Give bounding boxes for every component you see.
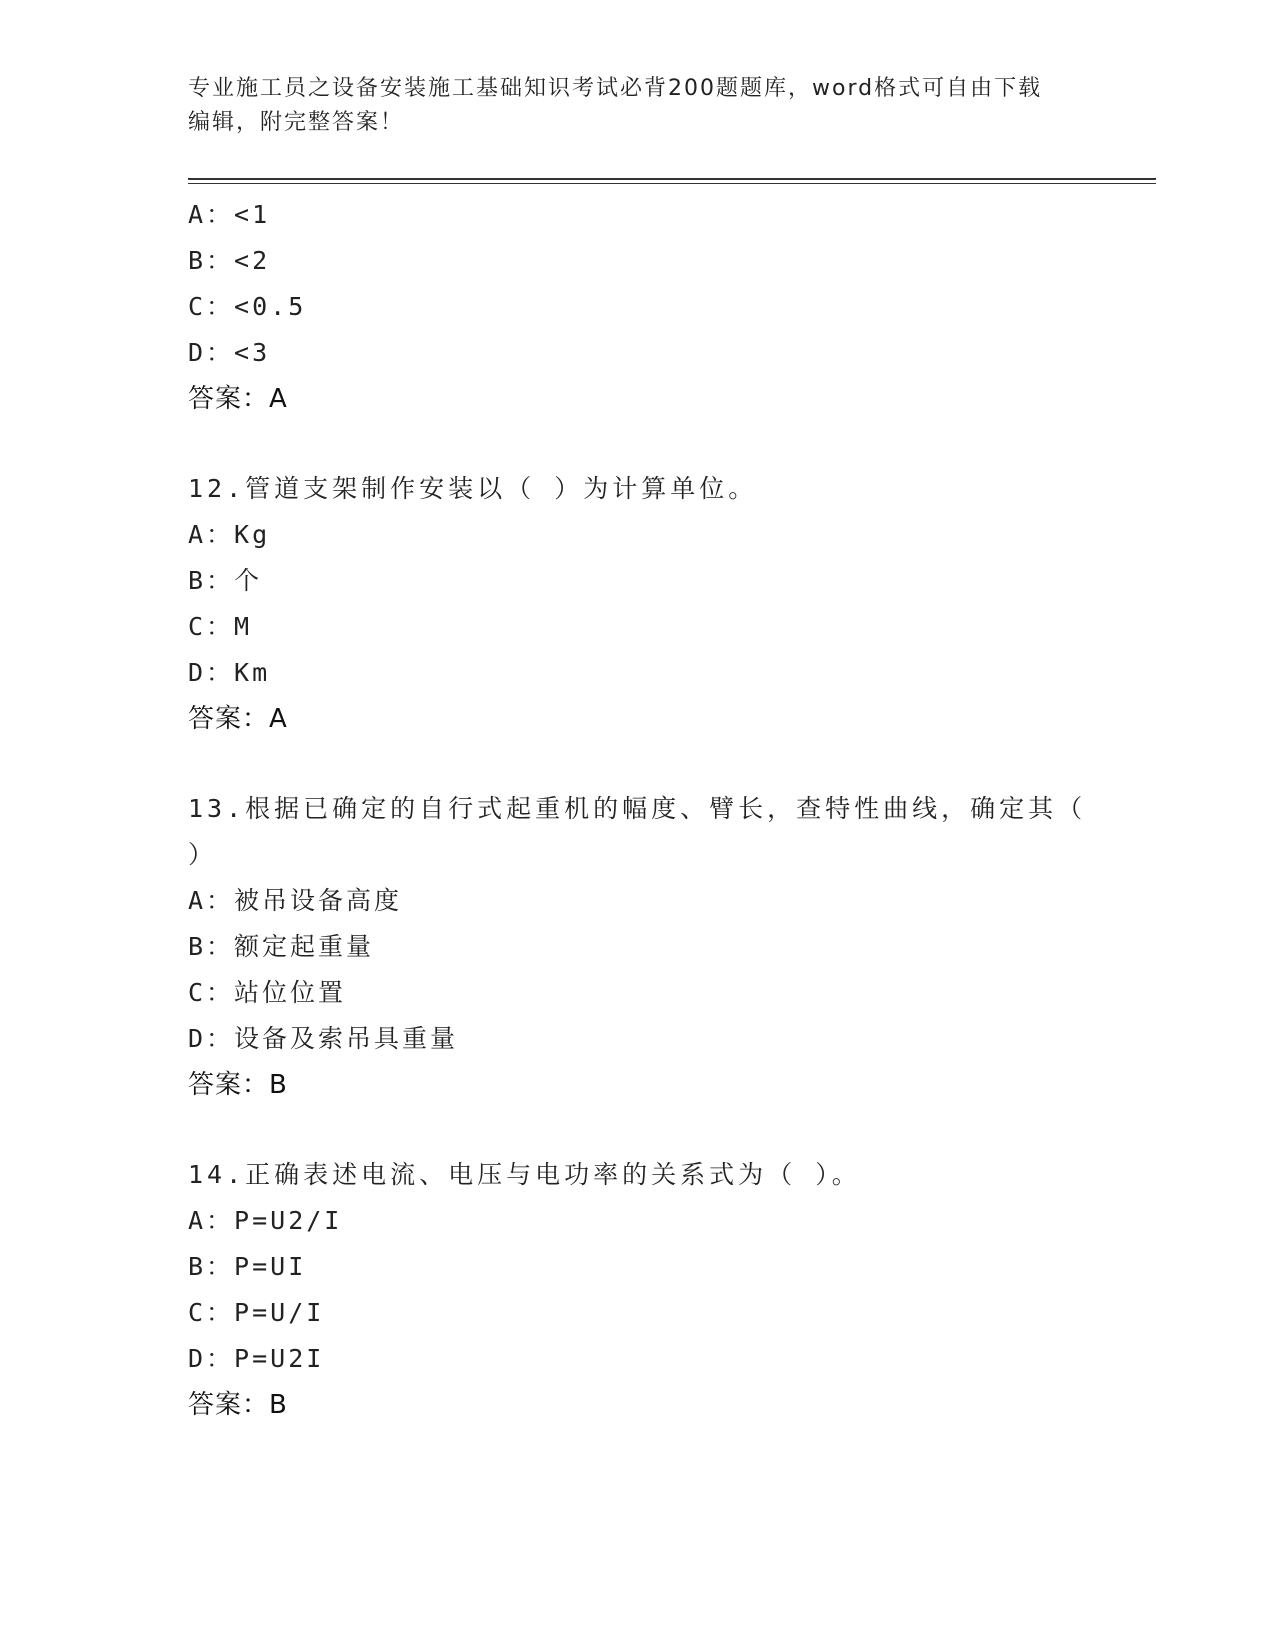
header-divider-top [188, 178, 1156, 180]
option-b: B：<2 [188, 246, 271, 275]
question-stem: 12.管道支架制作安装以（ ）为计算单位。 [188, 474, 758, 503]
header-line-2: 编辑，附完整答案！ [188, 110, 405, 135]
option-a: A：Kg [188, 520, 271, 549]
option-a: A：<1 [188, 200, 271, 229]
question-stem: 14.正确表述电流、电压与电功率的关系式为（ ）。 [188, 1160, 861, 1189]
answer-line: 答案：A [188, 704, 288, 734]
answer-line: 答案：B [188, 1070, 288, 1100]
answer-line: 答案：A [188, 384, 288, 414]
option-d: D：P=U2I [188, 1344, 325, 1373]
document-header [188, 72, 1088, 140]
option-d: D：设备及索吊具重量 [188, 1024, 459, 1053]
option-b: B：P=UI [188, 1252, 307, 1281]
header-line-1: 专业施工员之设备安装施工基础知识考试必背200题题库，word格式可自由下载 [188, 76, 1043, 101]
option-b: B：额定起重量 [188, 932, 375, 961]
question-stem: 13.根据已确定的自行式起重机的幅度、臂长，查特性曲线，确定其（ [188, 794, 1087, 823]
header-divider-bottom [188, 183, 1156, 184]
option-c: C：<0.5 [188, 292, 307, 321]
question-stem-continued: ） [188, 840, 218, 869]
answer-line: 答案：B [188, 1390, 288, 1420]
option-c: C：站位位置 [188, 978, 347, 1007]
option-c: C：P=U/I [188, 1298, 325, 1327]
option-d: D：<3 [188, 338, 271, 367]
question-14 [188, 1152, 1148, 1428]
question-13 [188, 786, 1148, 1108]
question-12 [188, 466, 1148, 742]
option-a: A：P=U2/I [188, 1206, 343, 1235]
option-c: C：M [188, 612, 253, 641]
option-a: A：被吊设备高度 [188, 886, 403, 915]
option-b: B：个 [188, 566, 263, 595]
question-11 [188, 192, 1148, 422]
option-d: D：Km [188, 658, 271, 687]
question-list [188, 192, 1148, 1428]
